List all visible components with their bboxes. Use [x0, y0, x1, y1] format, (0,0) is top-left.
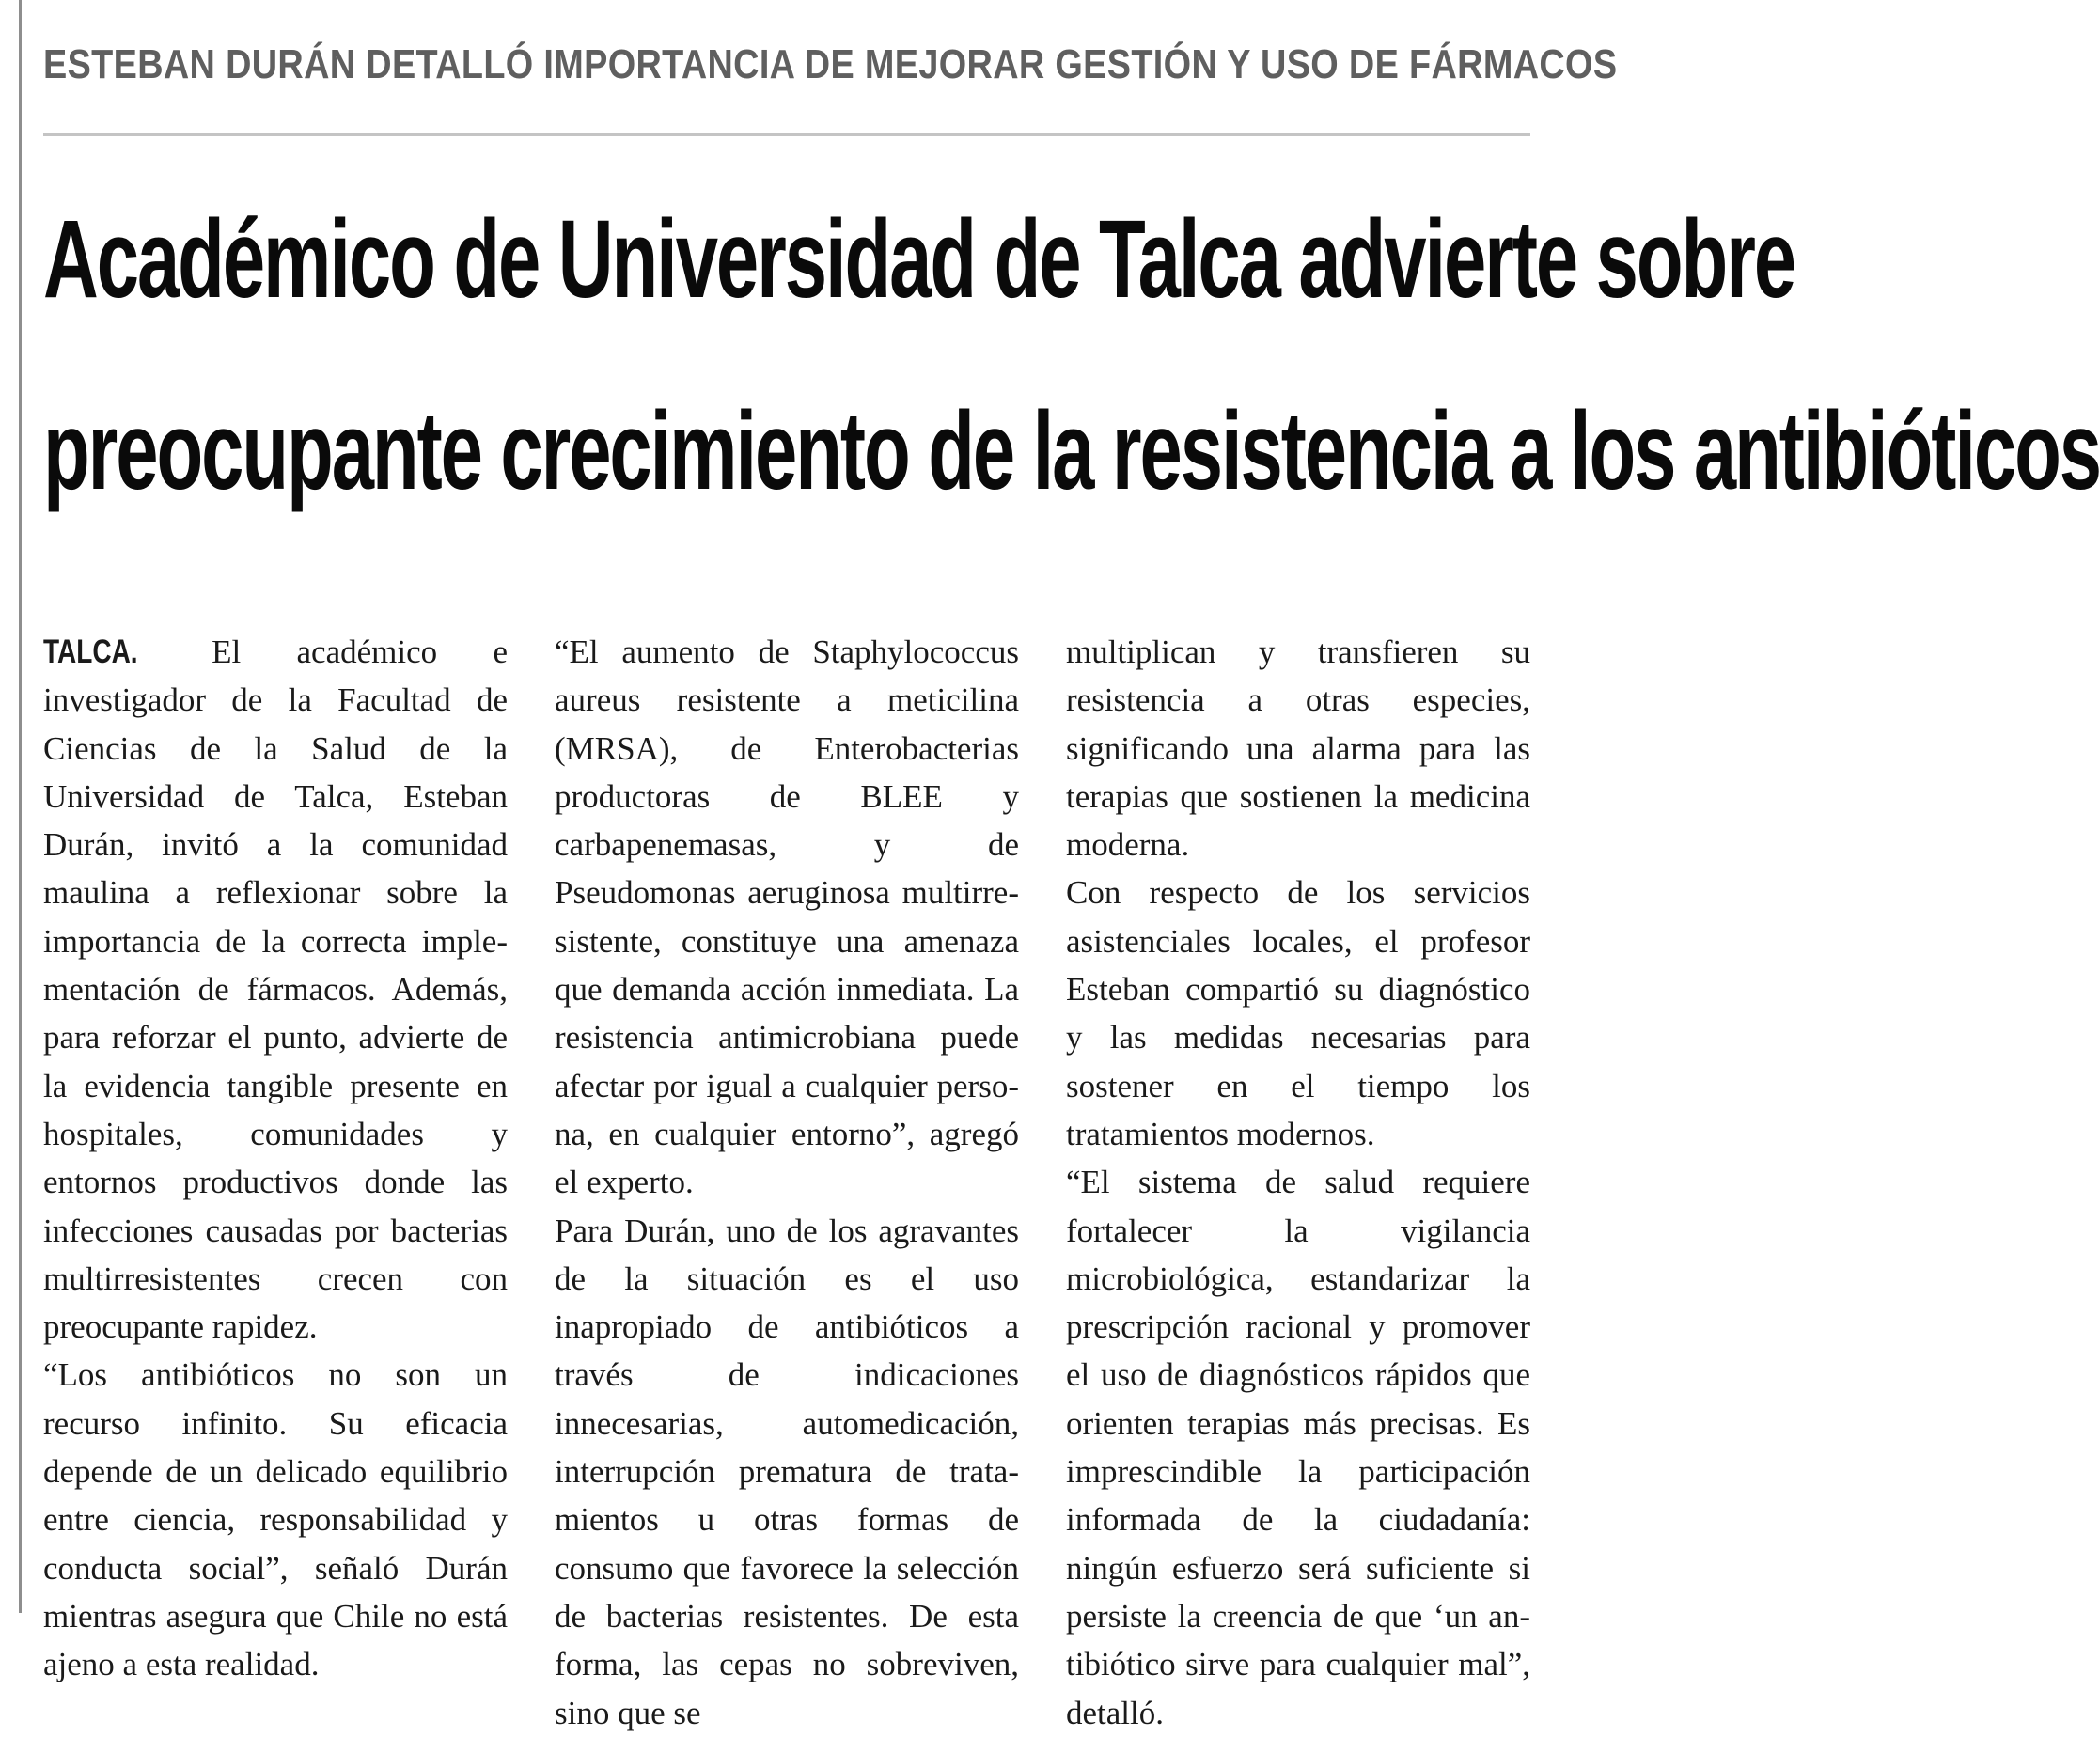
kicker-divider [43, 133, 1530, 136]
paragraph-1-text: El académico e investigador de la Facultad de Ciencias de la Salud de la Universidad de Talca, Esteban Durán, invitó a la comunidad maulina a reflexionar sobre la importancia de la correcta implementación de fármacos. Además, para reforzar el punto, advierte de la evidencia tangible presente en hospitales, comunidades y entornos productivos donde las infecciones causadas por bacterias multirresistentes crecen con preocupante rapidez. [43, 634, 508, 1346]
headline-line-2: preocupante crecimiento de la resistencia a los antibióticos [43, 389, 2100, 513]
article-kicker: ESTEBAN DURÁN DETALLÓ IMPORTANCIA DE MEJORAR GESTIÓN Y USO DE FÁRMACOS [43, 41, 1618, 87]
paragraph-2: “Los antibióticos no son un recurso infinito. Su eficacia depende de un delicado equilibrio entre ciencia, responsabilidad y conducta social”, señaló Durán mientras asegura que Chile no está ajeno a esta realidad. [43, 1356, 508, 1683]
paragraph-3: “El aumento de Staphylococcus aureus resistente a meticilina (MRSA), de Enterobacterias productoras de BLEE y carbapenemasas, y de Pseudomonas aeruginosa multirresistente, constituye una amenaza que demanda acción inmediata. La resistencia antimicrobiana puede afectar por igual a cualquier persona, en cualquier entorno”, agregó el experto. [555, 634, 1019, 1201]
headline-line-1: Académico de Universidad de Talca advierte sobre [43, 197, 1795, 321]
article-column-1 [43, 628, 508, 1689]
paragraph-6: Con respecto de los servicios asistenciales locales, el profesor Esteban compartió su diagnóstico y las medidas necesarias para sostener en el tiempo los tratamientos modernos. [1066, 874, 1530, 1152]
paragraph-4: Para Durán, uno de los agravantes de la situación es el uso inapropiado de antibióticos a través de indicaciones innecesarias, automedicación, interrupción prematura de tratamientos u otras formas de consumo que favorece la selección de bacterias resistentes. De esta forma, las cepas no sobreviven, sino que se [555, 1212, 1019, 1731]
paragraph-1 [43, 628, 508, 1351]
article-column-3 [1066, 628, 1530, 1737]
dateline: TALCA. [43, 634, 138, 670]
article-column-2 [555, 628, 1019, 1737]
paragraph-7: “El sistema de salud requiere fortalecer la vigilancia microbiológica, estandarizar la prescripción racional y promover el uso de diagnósticos rápidos que orienten terapias más precisas. Es imprescindible la participación informada de la ciudadanía: ningún esfuerzo será suficiente si persiste la creencia de que ‘un antibiótico sirve para cualquier mal”, detalló. [1066, 1164, 1530, 1731]
left-column-rule [19, 0, 22, 1613]
paragraph-5: multiplican y transfieren su resistencia a otras especies, significando una alarma para las terapias que sostienen la medicina moderna. [1066, 634, 1530, 864]
